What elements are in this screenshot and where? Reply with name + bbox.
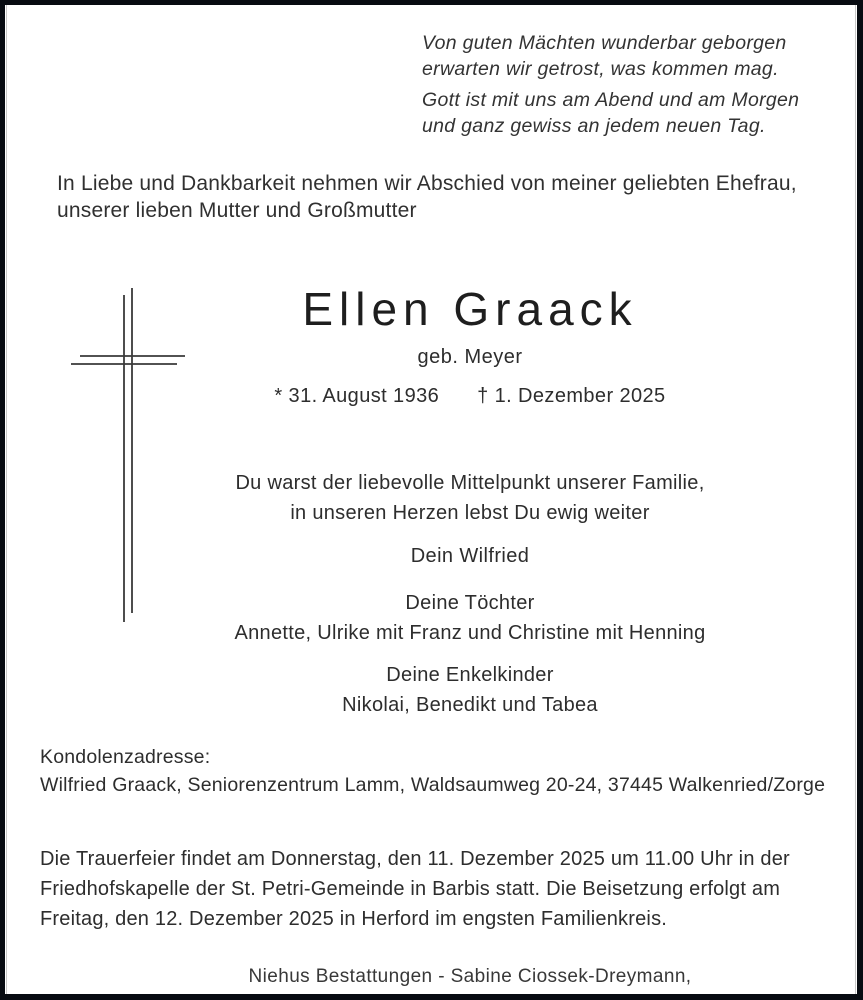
daughters-names: Annette, Ulrike mit Franz und Christine mit Henning xyxy=(234,621,706,644)
grandchildren-label: Deine Enkelkinder xyxy=(386,664,554,686)
mourner-husband: Dein Wilfried xyxy=(410,545,530,567)
service-info xyxy=(40,844,790,934)
funeral-home-credit: Niehus Bestattungen - Sabine Ciossek-Dreymann, xyxy=(248,966,692,987)
mourners-grandchildren xyxy=(77,661,863,720)
service-line: Friedhofskapelle der St. Petri-Gemeinde in Barbis statt. Die Beisetzung erfolgt am xyxy=(40,878,781,900)
service-line: Freitag, den 12. Dezember 2025 in Herford im engsten Familienkreis. xyxy=(40,908,668,930)
opening-verse xyxy=(422,31,799,139)
verse-line: Von guten Mächten wunderbar geborgen xyxy=(422,32,787,54)
maiden-name: geb. Meyer xyxy=(417,346,523,368)
scan-edge-left xyxy=(6,5,7,994)
grandchildren-names: Nikolai, Benedikt und Tabea xyxy=(342,693,598,716)
life-dates xyxy=(77,385,863,408)
tribute-text xyxy=(77,468,863,528)
verse-line: Gott ist mit uns am Abend und am Morgen xyxy=(422,89,800,111)
verse-stanza-1 xyxy=(422,31,799,82)
condolence-address: Wilfried Graack, Seniorenzentrum Lamm, Waldsaumweg 20-24, 37445 Walkenried/Zorge xyxy=(40,773,826,796)
verse-line: und ganz gewiss an jedem neuen Tag. xyxy=(422,114,766,137)
condolence-label: Kondolenzadresse: xyxy=(40,746,211,768)
verse-line: erwarten wir getrost, was kommen mag. xyxy=(422,57,779,80)
intro-line: In Liebe und Dankbarkeit nehmen wir Abschied von meiner geliebten Ehefrau, xyxy=(57,172,797,195)
cross-icon xyxy=(71,288,193,628)
condolence-block xyxy=(40,744,825,799)
birth-date: * 31. August 1936 xyxy=(274,385,440,407)
intro-line: unserer lieben Mutter und Großmutter xyxy=(57,198,417,222)
intro-text xyxy=(57,171,797,224)
service-line: Die Trauerfeier findet am Donnerstag, den 11. Dezember 2025 um 11.00 Uhr in der xyxy=(40,848,790,870)
deceased-name: Ellen Graack xyxy=(302,283,638,335)
daughters-label: Deine Töchter xyxy=(405,592,535,614)
mourners-daughters xyxy=(77,589,863,648)
tribute-line: in unseren Herzen lebst Du ewig weiter xyxy=(290,502,650,524)
verse-stanza-2 xyxy=(422,88,799,139)
death-date: † 1. Dezember 2025 xyxy=(477,385,666,407)
tribute-line: Du warst der liebevolle Mittelpunkt unserer Familie, xyxy=(235,472,705,494)
